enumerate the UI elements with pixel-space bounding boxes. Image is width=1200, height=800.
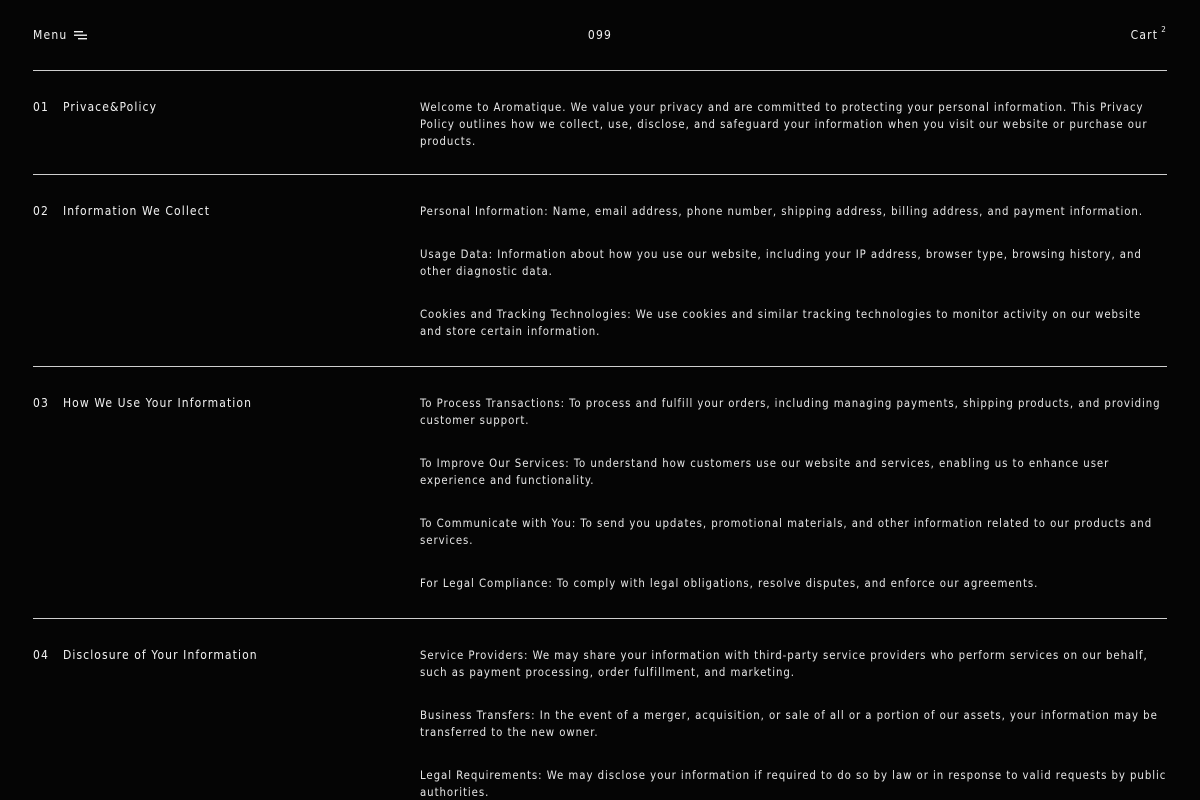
section-number: 02	[33, 204, 49, 218]
section-body	[420, 395, 1167, 592]
section-paragraph: Welcome to Aromatique. We value your privacy and are committed to protecting your personal information. This Privacy Policy outlines how we collect, use, disclose, and safeguard your information when you visit our website or purchase our products.	[420, 101, 1148, 148]
section-title: How We Use Your Information	[62, 396, 253, 410]
section-paragraph: Personal Information: Name, email address, phone number, shipping address, billing address, and payment information.	[420, 205, 1143, 218]
section-title: Information We Collect	[62, 204, 211, 218]
menu-button[interactable]	[33, 28, 87, 42]
menu-lines-icon	[74, 30, 87, 40]
section-number: 04	[33, 648, 49, 662]
policy-section	[33, 618, 1167, 800]
section-paragraph: Business Transfers: In the event of a merger, acquisition, or sale of all or a portion of our assets, your information may be transferred to the new owner.	[420, 709, 1158, 739]
site-header	[33, 26, 1167, 44]
section-heading	[33, 647, 420, 800]
section-title: Disclosure of Your Information	[62, 648, 258, 662]
cart-count-badge: 2	[1161, 25, 1167, 34]
section-heading	[33, 99, 420, 150]
section-title: Privace&Policy	[62, 100, 158, 114]
section-paragraph: To Communicate with You: To send you updates, promotional materials, and other information related to our products and services.	[420, 517, 1153, 547]
policy-section	[33, 366, 1167, 618]
section-paragraph: Service Providers: We may share your information with third-party service providers who perform services on our behalf, such as payment processing, order fulfillment, and marketing.	[420, 649, 1148, 679]
section-paragraph: To Process Transactions: To process and fulfill your orders, including managing payments, shipping products, and providing customer support.	[420, 397, 1161, 427]
section-number: 01	[33, 100, 49, 114]
section-heading	[33, 395, 420, 592]
section-number: 03	[33, 396, 49, 410]
cart-button[interactable]	[1130, 25, 1167, 42]
section-body	[420, 99, 1167, 150]
policy-section	[33, 174, 1167, 366]
section-heading	[33, 203, 420, 340]
section-body	[420, 647, 1167, 800]
section-paragraph: To Improve Our Services: To understand how customers use our website and services, enabling us to enhance user experience and functionality.	[420, 457, 1110, 487]
menu-label: Menu	[33, 28, 68, 42]
section-paragraph: Usage Data: Information about how you use our website, including your IP address, browser type, browsing history, and other diagnostic data.	[420, 248, 1142, 278]
section-paragraph: For Legal Compliance: To comply with legal obligations, resolve disputes, and enforce our agreements.	[420, 577, 1039, 590]
section-paragraph: Cookies and Tracking Technologies: We use cookies and similar tracking technologies to monitor activity on our website and store certain information.	[420, 308, 1142, 338]
section-paragraph: Legal Requirements: We may disclose your information if required to do so by law or in response to valid requests by public authorities.	[420, 769, 1167, 799]
brand-logo[interactable]: 099	[587, 28, 613, 42]
section-body	[420, 203, 1167, 340]
cart-label: Cart	[1130, 28, 1159, 42]
policy-section	[33, 70, 1167, 174]
policy-content	[33, 70, 1167, 800]
